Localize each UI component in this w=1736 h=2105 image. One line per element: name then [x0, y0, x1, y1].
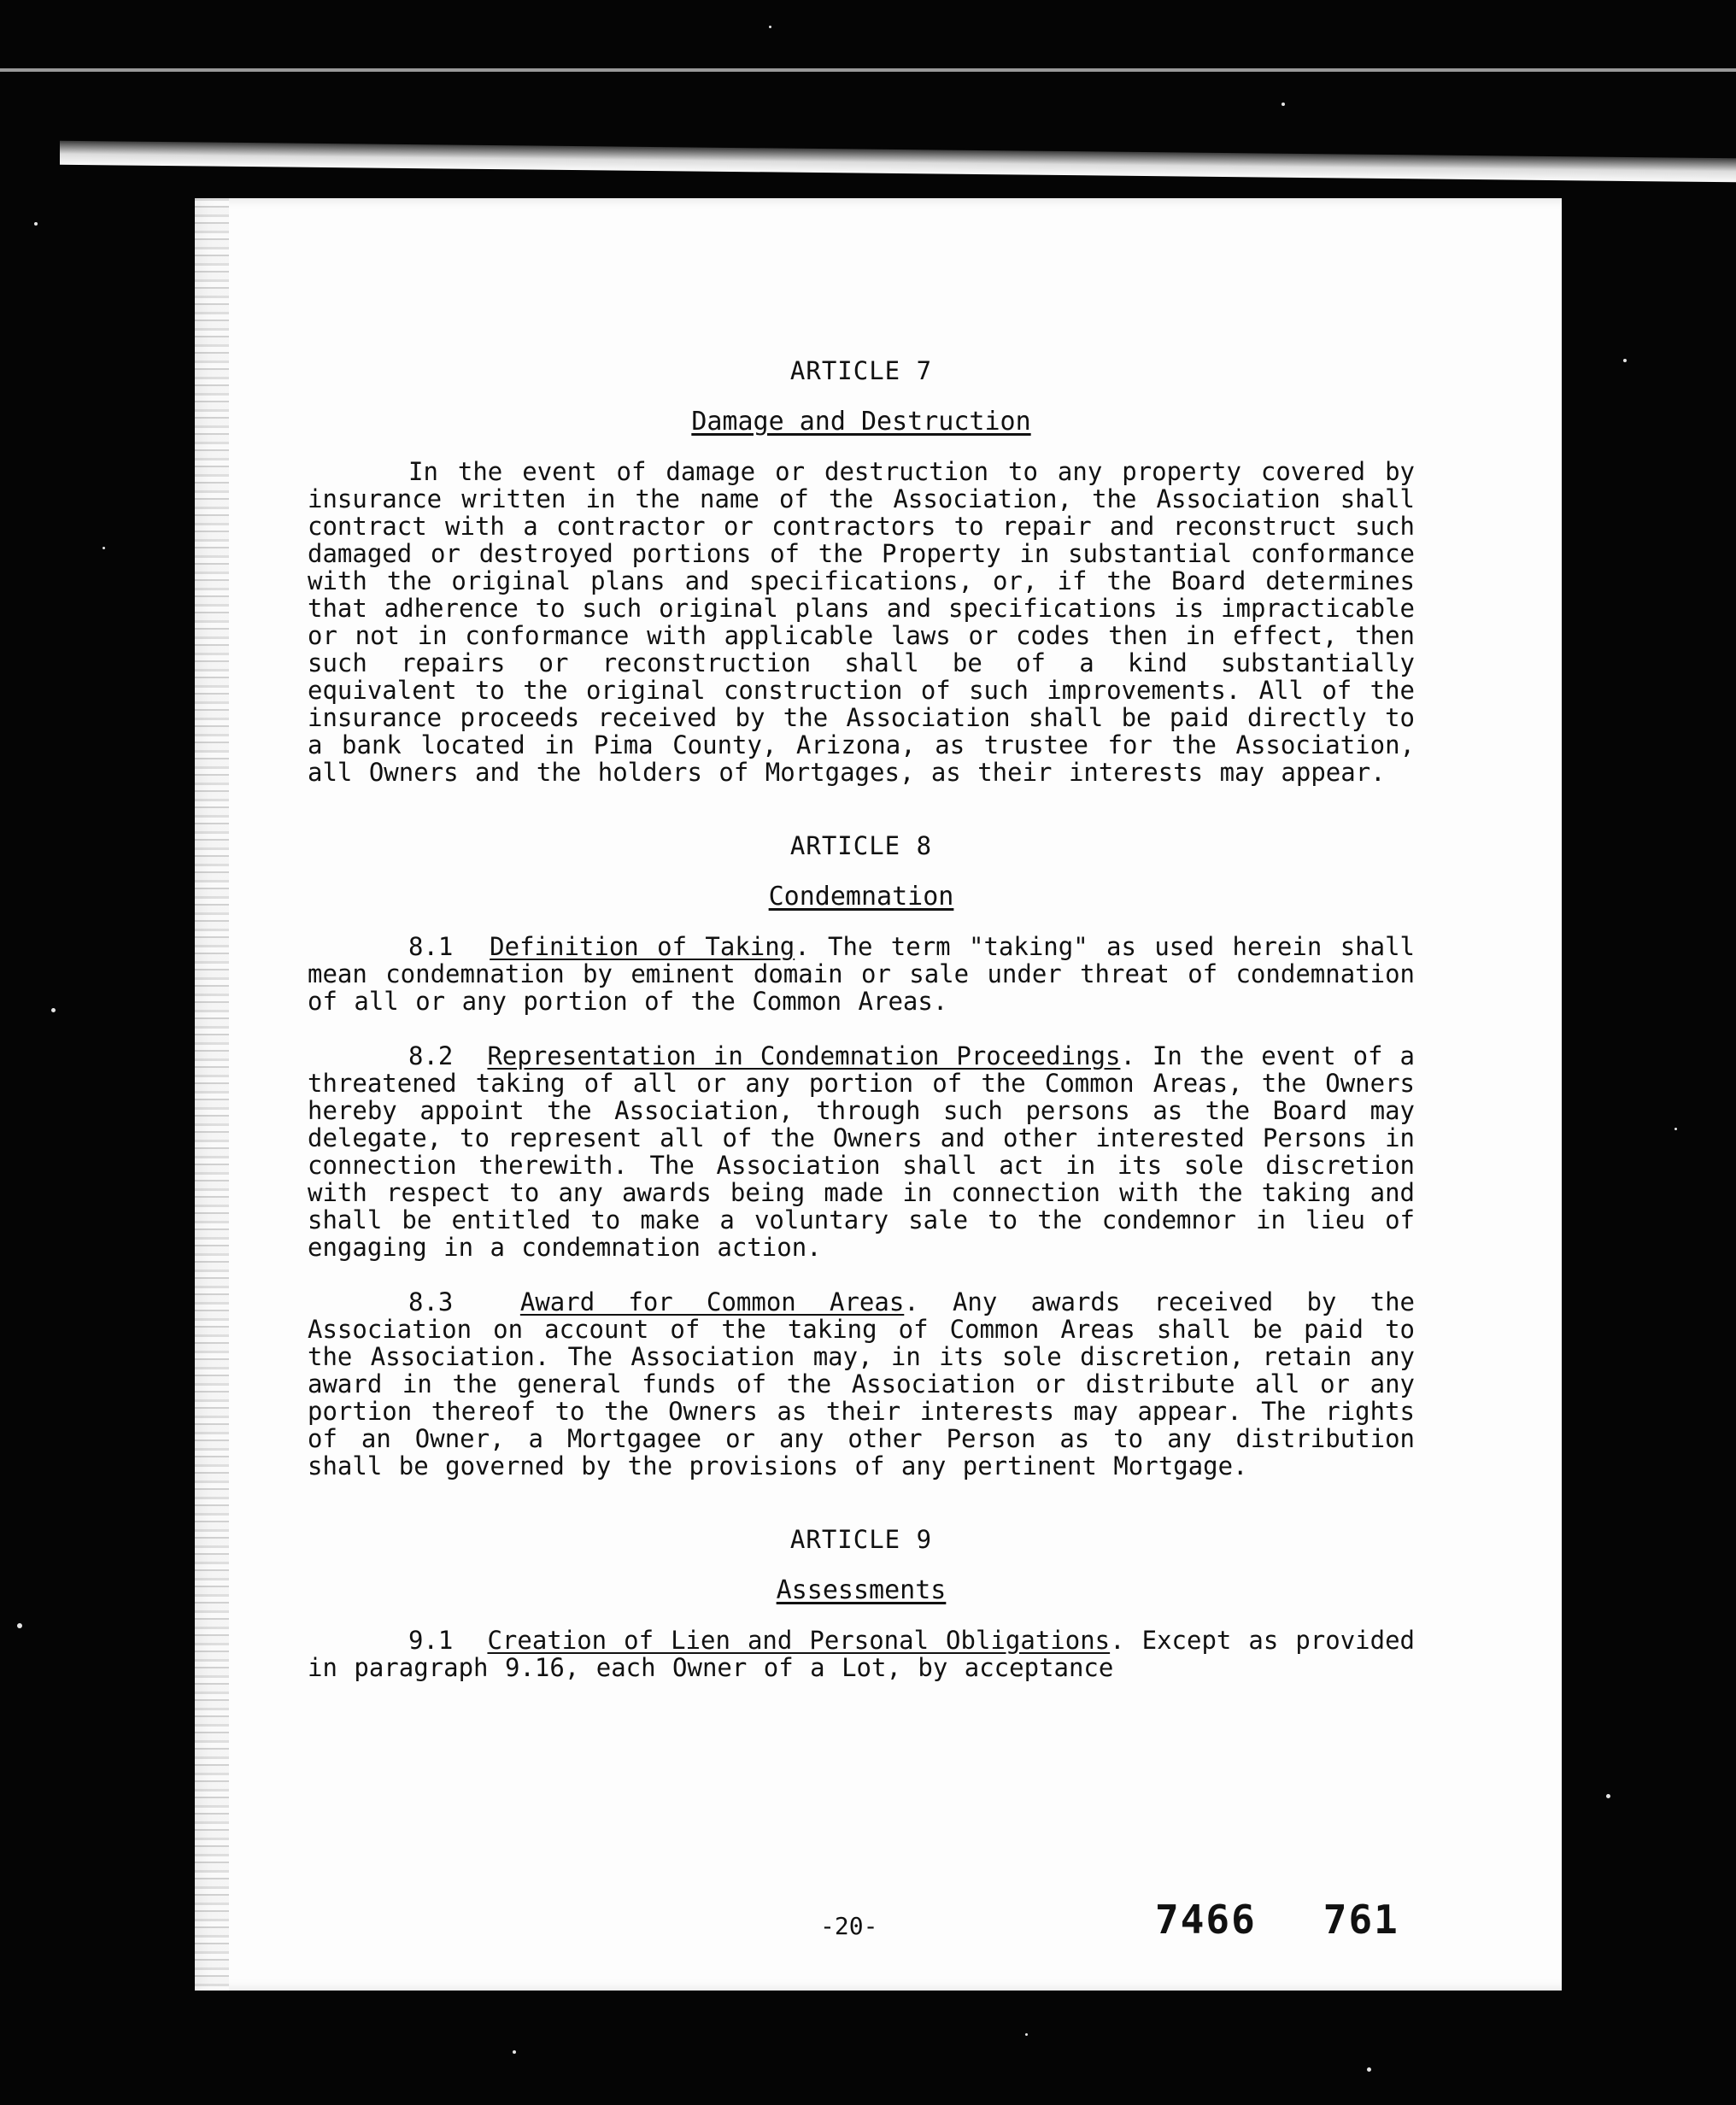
- docket-page: 761: [1323, 1897, 1399, 1943]
- section-8-2: [308, 1042, 1415, 1261]
- article-9-title: Assessments: [776, 1575, 947, 1605]
- article-9-heading: ARTICLE 9: [789, 1525, 933, 1554]
- section-number: 8.2: [408, 1041, 454, 1070]
- scan-speck: [1623, 359, 1627, 362]
- scan-speck: [17, 1623, 22, 1628]
- scan-speck: [1025, 2033, 1028, 2036]
- article-8-heading: ARTICLE 8: [789, 831, 933, 860]
- section-number: 9.1: [408, 1626, 454, 1655]
- page-scan-artifact: [195, 198, 229, 1991]
- article-9: [308, 1526, 1415, 1681]
- document-body: [308, 357, 1415, 1681]
- scan-speck: [51, 1008, 56, 1012]
- scan-speck: [769, 26, 771, 28]
- scan-edge-line: [0, 68, 1736, 72]
- section-title: Definition of Taking: [490, 932, 795, 961]
- section-body: . Any awards received by the Association on account of the taking of Common Areas shall be paid to the Association. The Association may, in its sole discretion, retain any award in the general funds of the Association or distribute all or any portion thereof to the Owners as their interests may appear. The rights of an Owner, a Mortgagee or any other Person as to any distribution shall be governed by the provisions of any pertinent Mortgage.: [308, 1287, 1415, 1481]
- section-title: Award for Common Areas: [519, 1287, 905, 1316]
- section-8-3: [308, 1288, 1415, 1480]
- section-title: Representation in Condemnation Proceedings: [487, 1041, 1121, 1070]
- docket-page-stamp: [1155, 1897, 1399, 1943]
- article-8: [308, 832, 1415, 1480]
- page-number: -20-: [820, 1912, 878, 1940]
- section-body: . In the event of a threatened taking of all or any portion of the Common Areas, the Owners hereby appoint the Association, through such persons as the Board may delegate, to represent all of the Owners and other interested Persons in connection therewith. The Association shall act in its sole discretion with respect to any awards being made in connection with the taking and shall be entitled to make a voluntary sale to the condemnor in lieu of engaging in a condemnation action.: [308, 1041, 1416, 1262]
- section-8-1: [308, 933, 1415, 1015]
- scan-speck: [1367, 2067, 1371, 2072]
- section-body: . The term "taking" as used herein shall mean condemnation by eminent domain or sale under threat of condemnation of all or any portion of the Common Areas.: [308, 932, 1415, 1016]
- section-9-1: [308, 1627, 1415, 1681]
- section-title: Creation of Lien and Personal Obligations: [487, 1626, 1111, 1655]
- docket-number: 7466: [1155, 1897, 1257, 1943]
- scan-speck: [1281, 103, 1285, 106]
- scan-speck: [1606, 1794, 1610, 1798]
- section-number: 8.1: [408, 932, 454, 961]
- scan-speck: [513, 2050, 516, 2054]
- article-7-title: Damage and Destruction: [691, 407, 1031, 437]
- section-body: . Except as provided in paragraph 9.16, each Owner of a Lot, by acceptance: [308, 1626, 1416, 1682]
- scan-speck: [1674, 1128, 1677, 1130]
- article-7-body: In the event of damage or destruction to any property covered by insurance written in the name of the Association, the Association shall contract with a contractor or contractors to repair and reconstruct such damaged or destroyed portions of the Property in substantial conformance with the original plans and specifications, or, if the Board determines that adherence to such original plans and specifications is impracticable or not in conformance with applicable laws or codes then in effect, then such repairs or reconstruction shall be of a kind substantially equivalent to the original construction of such improvements. All of the insurance proceeds received by the Association shall be paid directly to a bank located in Pima County, Arizona, as trustee for the Association, all Owners and the holders of Mortgages, as their interests may appear.: [308, 457, 1415, 787]
- scan-speck: [103, 547, 105, 549]
- article-8-title: Condemnation: [768, 882, 954, 912]
- scan-speck: [34, 222, 38, 226]
- section-number: 8.3: [408, 1287, 454, 1316]
- article-7-heading: ARTICLE 7: [789, 356, 933, 385]
